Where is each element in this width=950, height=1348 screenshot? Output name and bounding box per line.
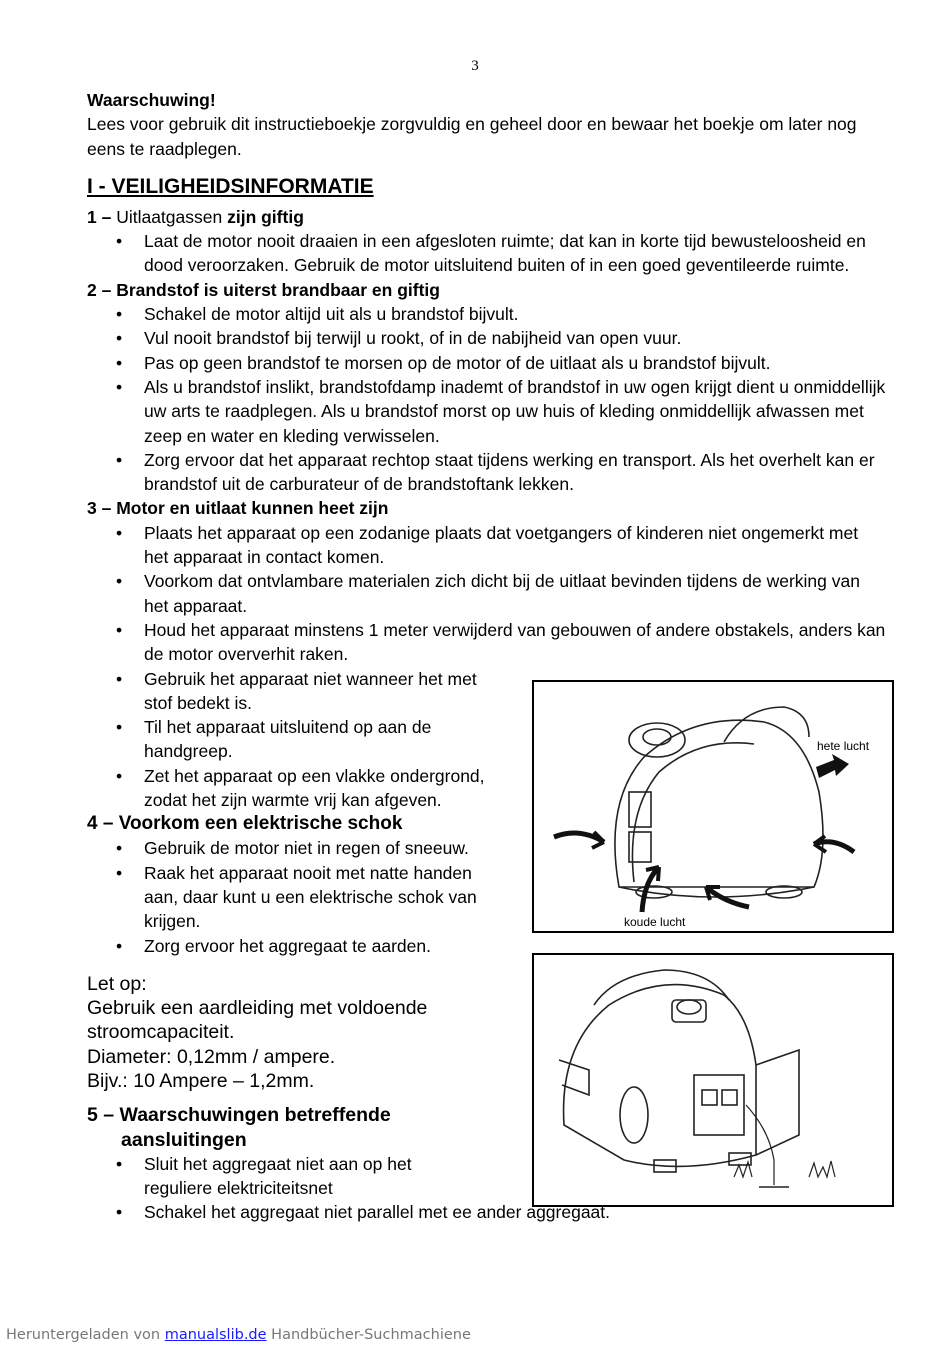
generator-grounding-drawing <box>534 955 892 1205</box>
list-item: • Voorkom dat ontvlambare materialen zich dicht bij de uitlaat bevinden tijdens de werking van het apparaat. <box>87 569 887 618</box>
warning-title: Waarschuwing! <box>87 90 216 110</box>
s1-prefix: 1 – <box>87 206 112 227</box>
list-item: • Laat de motor nooit draaien in een afgesloten ruimte; dat kan in korte tijd bewusteloosheid en dood veroorzaken. Gebruik de motor uitsluitend buiten of in een goed geventileerde ruimte. <box>87 229 887 278</box>
note-title: Let op: <box>87 972 147 995</box>
s4-heading: 4 – Voorkom een elektrische schok <box>87 813 403 835</box>
generator-airflow-drawing <box>534 682 892 931</box>
manualslib-link[interactable]: manualslib.de <box>164 1327 267 1343</box>
note-line: Bijv.: 10 Ampere – 1,2mm. <box>87 1069 315 1092</box>
list-item: • Gebruik de motor niet in regen of sneeuw. <box>87 836 509 860</box>
note-line: Diameter: 0,12mm / ampere. <box>87 1045 336 1068</box>
cold-air-arrow-icon <box>642 867 659 912</box>
list-item: • Raak het apparaat nooit met natte handen aan, daar kunt u een elektrische schok van krijgen. <box>87 861 509 934</box>
cold-air-label: koude lucht <box>624 915 686 929</box>
page-number: 3 <box>471 58 479 74</box>
footer-suffix: Handbücher-Suchmachiene <box>266 1327 471 1343</box>
warning-text: Lees voor gebruik dit instructieboekje zorgvuldig en geheel door en bewaar het boekje om later nog eens te raadplegen. <box>87 114 857 159</box>
generator-airflow-figure <box>532 680 894 933</box>
section-title: I - VEILIGHEIDSINFORMATIE <box>87 174 374 198</box>
list-item: • Schakel de motor altijd uit als u brandstof bijvult. <box>87 302 887 326</box>
list-item: • Houd het apparaat minstens 1 meter verwijderd van gebouwen of andere obstakels, anders kan de motor oververhit raken. <box>87 618 887 667</box>
ground-wire <box>746 1105 774 1185</box>
generator-grounding-figure <box>532 953 894 1207</box>
s1-normal: Uitlaatgassen <box>111 206 228 227</box>
hot-air-arrow-icon <box>816 754 849 778</box>
hot-air-label: hete lucht <box>817 739 870 753</box>
list-item: • Gebruik het apparaat niet wanneer het met stof bedekt is. <box>87 667 509 716</box>
list-item: • Sluit het aggregaat niet aan op het reguliere elektriciteitsnet <box>87 1152 454 1201</box>
list-item: • Zet het apparaat op een vlakke ondergrond, zodat het zijn warmte vrij kan afgeven. <box>87 764 509 813</box>
note-line: Gebruik een aardleiding met voldoende stroomcapaciteit. <box>87 997 428 1044</box>
s2-list <box>87 302 887 496</box>
list-item: • Plaats het apparaat op een zodanige plaats dat voetgangers of kinderen niet ongemerkt met het apparaat in contact komen. <box>87 521 887 570</box>
s1-bold: zijn giftig <box>227 206 304 227</box>
footer <box>6 1327 471 1343</box>
list-item: • Zorg ervoor het aggregaat te aarden. <box>87 934 509 958</box>
s5-title-line2: aansluitingen <box>121 1128 247 1151</box>
list-item: • Schakel het aggregaat niet parallel met ee ander aggregaat. <box>87 1200 887 1224</box>
s1-list <box>87 229 887 278</box>
list-item: • Pas op geen brandstof te morsen op de motor of de uitlaat als u brandstof bijvult. <box>87 351 887 375</box>
s3-list-wide <box>87 521 887 667</box>
footer-prefix: Heruntergeladen von <box>6 1327 165 1343</box>
list-item: • Til het apparaat uitsluitend op aan de handgreep. <box>87 715 509 764</box>
grass-icon <box>809 1161 835 1177</box>
list-item: • Vul nooit brandstof bij terwijl u rookt, of in de nabijheid van open vuur. <box>87 326 887 350</box>
s5-title-line1: 5 – Waarschuwingen betreffende <box>87 1104 391 1127</box>
s3-heading: 3 – Motor en uitlaat kunnen heet zijn <box>87 498 389 519</box>
s1-heading <box>87 205 887 229</box>
list-item: • Als u brandstof inslikt, brandstofdamp inademt of brandstof in uw ogen krijgt dient u onmiddellijk uw arts te raadplegen. Als u brandstof morst op uw huis of kleding onmiddellijk afwassen met zeep en water en kleding verwisselen. <box>87 375 887 448</box>
s2-heading: 2 – Brandstof is uiterst brandbaar en giftig <box>87 279 440 300</box>
list-item: • Zorg ervoor dat het apparaat rechtop staat tijdens werking en transport. Als het overhelt kan er brandstof uit de carburateur of de brandstoftank lekken. <box>87 448 887 497</box>
